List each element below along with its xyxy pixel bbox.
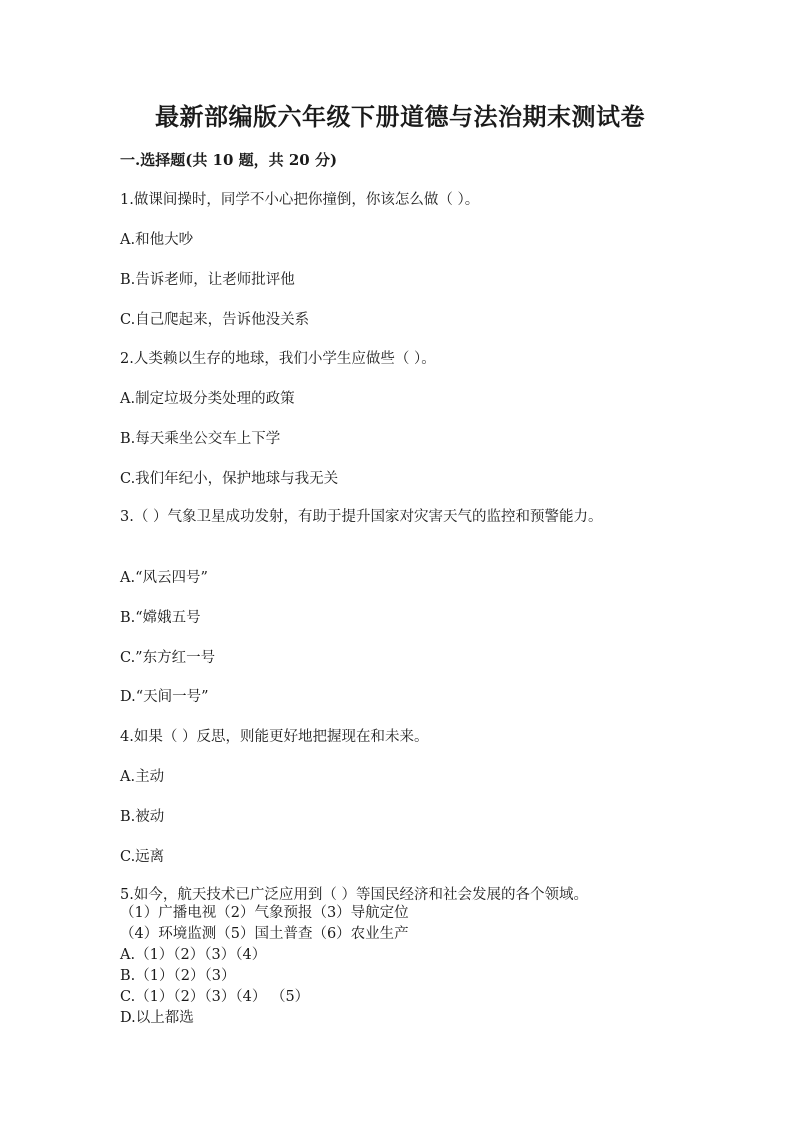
- question-3-option-d: D.“天间一号”: [120, 689, 209, 705]
- page-title: 最新部编版六年级下册道德与法治期末测试卷: [155, 102, 645, 131]
- question-1-option-a: A.和他大吵: [120, 232, 194, 248]
- question-3-option-a: A.“风云四号”: [120, 570, 208, 586]
- question-3-option-c: C.”东方红一号: [120, 650, 216, 666]
- question-5-option-d: D.以上都选: [120, 1010, 194, 1026]
- section-heading: 一.选择题(共 10 题，共 20 分): [120, 151, 338, 169]
- question-1-option-c: C.自己爬起来，告诉他没关系: [120, 312, 310, 328]
- question-5-stem: 5.如今，航天技术已广泛应用到（ ）等国民经济和社会发展的各个领域。: [120, 887, 588, 903]
- question-4-option-a: A.主动: [120, 769, 165, 785]
- question-5-option-b: B.（1）（2）（3）: [120, 968, 236, 984]
- question-5-sub-line-2: （4）环境监测（5）国土普查（6）农业生产: [120, 926, 409, 942]
- question-2-option-c: C.我们年纪小，保护地球与我无关: [120, 471, 339, 487]
- question-3-stem: 3.（ ）气象卫星成功发射，有助于提升国家对灾害天气的监控和预警能力。: [120, 509, 603, 525]
- question-1-option-b: B.告诉老师，让老师批评他: [120, 272, 295, 288]
- question-3-option-b: B.“嫦娥五号: [120, 610, 201, 626]
- question-4-stem: 4.如果（ ）反思，则能更好地把握现在和未来。: [120, 729, 429, 745]
- question-2-option-b: B.每天乘坐公交车上下学: [120, 431, 281, 447]
- question-5-option-c: C.（1）（2）（3）（4） （5）: [120, 989, 310, 1005]
- question-1-stem: 1.做课间操时，同学不小心把你撞倒，你该怎么做（ ）。: [120, 192, 480, 208]
- question-2-stem: 2.人类赖以生存的地球，我们小学生应做些（ ）。: [120, 351, 436, 367]
- question-4-option-b: B.被动: [120, 809, 165, 825]
- question-5-sub-line-1: （1）广播电视（2）气象预报（3）导航定位: [120, 905, 409, 921]
- question-5-option-a: A.（1）（2）（3）（4）: [120, 947, 267, 963]
- question-4-option-c: C.远离: [120, 849, 165, 865]
- question-2-option-a: A.制定垃圾分类处理的政策: [120, 391, 295, 407]
